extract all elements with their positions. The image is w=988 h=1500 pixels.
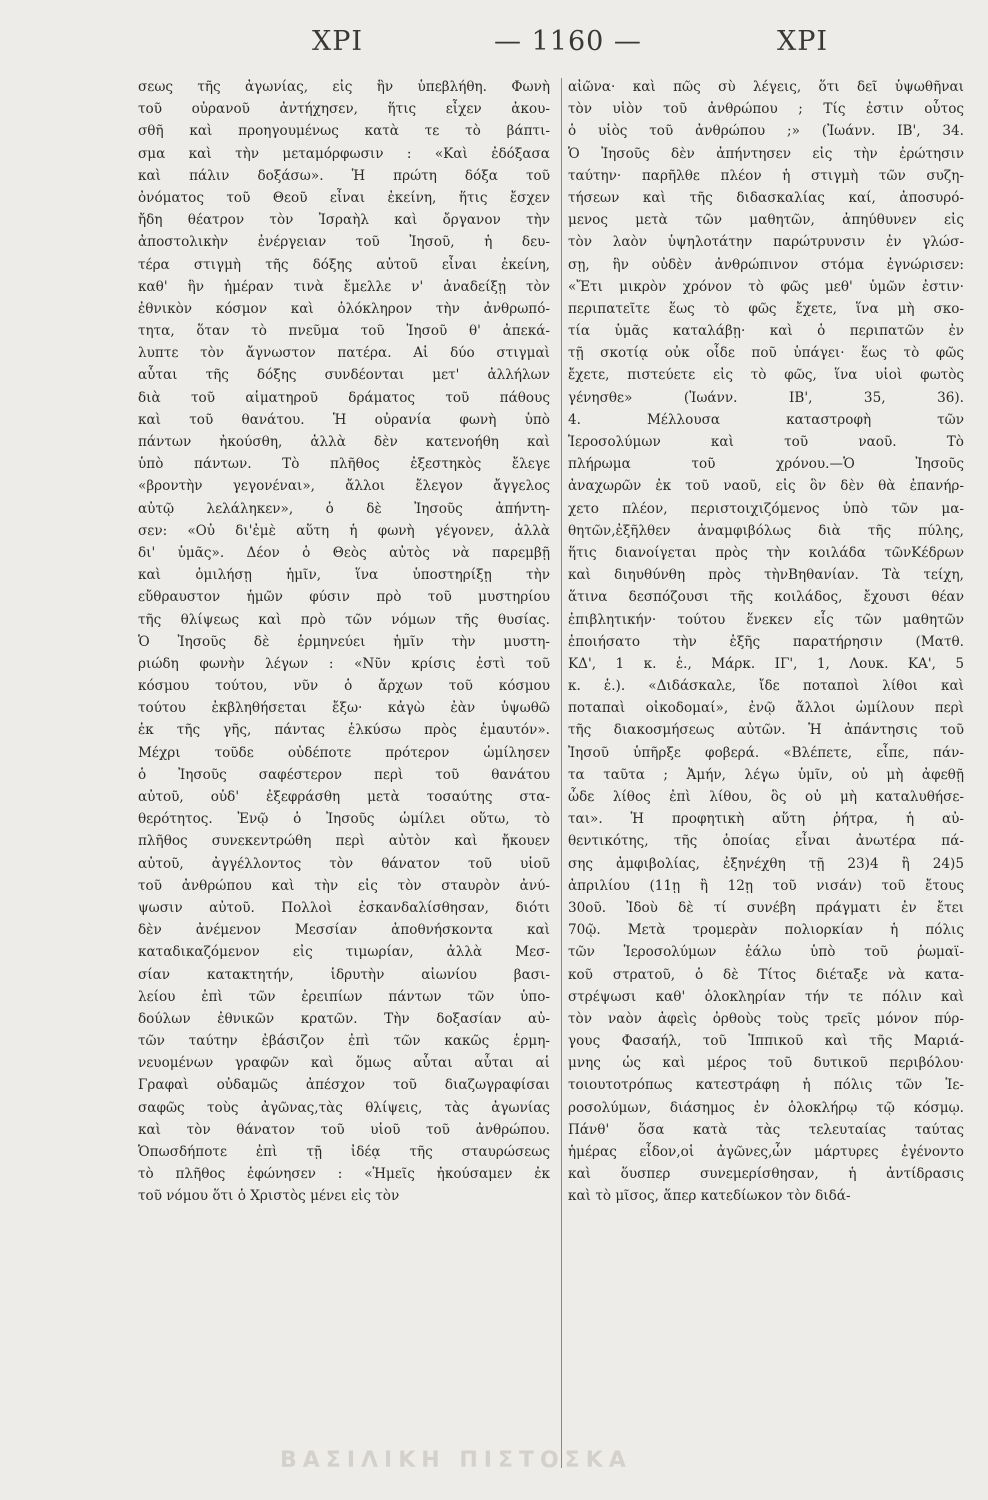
text-line: ΚΔ', 1 κ. ἑ., Μάρκ. ΙΓ', 1, Λουκ. ΚΑ', 5 bbox=[568, 655, 964, 672]
text-line: δι' ὑμᾶς». Δέον ὁ Θεὸς αὐτὸς νὰ παρεμβῇ bbox=[138, 544, 550, 561]
text-line: τῶν ταύτην ἐβάσιζον ἐπὶ τῶν κακῶς ἑρμη- bbox=[138, 1033, 550, 1050]
text-line: 30οῦ. Ἰδοὺ δὲ τί συνέβη πράγματι ἐν ἔτει bbox=[568, 899, 964, 916]
text-line: ται». Ἡ προφητικὴ αὕτη ῥήτρα, ἡ αὐ- bbox=[568, 811, 964, 828]
text-line: τὸν υἱὸν τοῦ ἀνθρώπου ; Τίς ἐστιν οὗτος bbox=[568, 101, 964, 118]
text-line: τα ταῦτα ; Ἀμήν, λέγω ὑμῖν, οὐ μὴ ἀφεθῇ bbox=[568, 766, 964, 783]
text-line: Ὁ Ἰησοῦς δὲ ἑρμηνεύει ἡμῖν τὴν μυστη- bbox=[138, 633, 550, 650]
text-line: Ὁπωσδήποτε ἐπὶ τῇ ἰδέᾳ τῆς σταυρώσεως bbox=[138, 1144, 550, 1160]
text-line: σης ἀμφιβολίας, ἐξηνέχθη τῇ 23)4 ἢ 24)5 bbox=[568, 855, 964, 872]
text-line: τία ὑμᾶς καταλάβῃ· καὶ ὁ περιπατῶν ἐν bbox=[568, 323, 964, 340]
text-line: σαφῶς τοὺς ἀγῶνας,τὰς θλίψεις, τὰς ἀγωνίας bbox=[138, 1099, 550, 1116]
text-line: καὶ ὁμιλήσῃ ἡμῖν, ἵνα ὑποστηρίξῃ τὴν bbox=[138, 567, 550, 584]
text-line: καὶ πάλιν δοξάσω». Ἡ πρώτη δόξα τοῦ bbox=[138, 167, 550, 184]
text-line: ἐποιήσατο τὴν ἑξῆς παρατήρησιν (Ματθ. bbox=[568, 633, 964, 650]
text-line: αὐτῷ λελάληκεν», ὁ δὲ Ἰησοῦς ἀπήντη- bbox=[138, 500, 550, 517]
text-line: ὧδε λίθος ἐπὶ λίθου, ὃς οὐ μὴ καταλυθήσε- bbox=[568, 789, 964, 805]
text-line: καταδικαζόμενον εἰς τιμωρίαν, ἀλλὰ Μεσ- bbox=[138, 944, 550, 961]
text-line: ἀποστολικὴν ἐνέργειαν τοῦ Ἰησοῦ, ἡ δευ- bbox=[138, 234, 550, 251]
text-line: σμα καὶ τὴν μεταμόρφωσιν : «Καὶ ἐδόξασα bbox=[138, 145, 550, 162]
header-right-keyword: ΧΡΙ bbox=[777, 26, 829, 57]
text-line: πλήρωμα τοῦ χρόνου.—Ὁ Ἰησοῦς bbox=[568, 456, 964, 473]
text-line: τοῦ νόμου ὅτι ὁ Χριστὸς μένει εἰς τὸν bbox=[138, 1188, 400, 1205]
text-line: Γραφαὶ οὐδαμῶς ἀπέσχον τοῦ διαζωγραφίσαι bbox=[138, 1077, 550, 1094]
text-line: στρέψωσι καθ' ὁλοκληρίαν τήν τε πόλιν καὶ bbox=[568, 988, 964, 1005]
text-line: θητῶν,ἐξῆλθεν ἀναμφιβόλως διὰ τῆς πύλης, bbox=[568, 522, 964, 539]
right-column bbox=[568, 76, 964, 1208]
text-line: τήσεων καὶ τῆς διδασκαλίας καί, ἀποσυρό- bbox=[568, 189, 964, 206]
text-line: καὶ διηυθύνθη πρὸς τὴνΒηθανίαν. Τὰ τείχη, bbox=[568, 567, 964, 584]
text-line: Ὁ Ἰησοῦς δὲν ἀπήντησεν εἰς τὴν ἐρώτησιν bbox=[568, 145, 964, 162]
text-line: σεν: «Οὐ δι'ἐμὲ αὕτη ἡ φωνὴ γέγονεν, ἀλλὰ bbox=[138, 522, 550, 539]
text-line: «Ἔτι μικρὸν χρόνον τὸ φῶς μεθ' ὑμῶν ἐστιν· bbox=[568, 278, 964, 295]
page-number: — 1160 — bbox=[494, 26, 642, 57]
text-line: κ. ἑ.). «Διδάσκαλε, ἴδε ποταποὶ λίθοι καὶ bbox=[568, 678, 964, 695]
text-line: λείου ἐπὶ τῶν ἐρειπίων πάντων τῶν ὑπο- bbox=[138, 988, 550, 1005]
text-line: θεντικότης, τῆς ὁποίας εἶναι ἀνωτέρα πά- bbox=[568, 833, 964, 850]
text-line: ἐπιβλητικήν· τούτου ἕνεκεν εἷς τῶν μαθητῶν bbox=[568, 611, 964, 628]
text-line: σθῆ καὶ προηγουμένως κατὰ τε τὸ βάπτι- bbox=[138, 123, 550, 140]
text-line: τῇ σκοτίᾳ οὐκ οἶδε ποῦ ὑπάγει· ἕως τὸ φῶς bbox=[568, 345, 964, 362]
text-line: ψωσιν αὐτοῦ. Πολλοὶ ἐσκανδαλίσθησαν, διότι bbox=[138, 899, 550, 916]
text-line: αὐτοῦ, ἀγγέλλοντος τὸν θάνατον τοῦ υἱοῦ bbox=[138, 855, 550, 872]
text-line: ριώδη φωνὴν λέγων : «Νῦν κρίσις ἐστὶ τοῦ bbox=[138, 655, 550, 672]
text-line: δὲν ἀνέμενον Μεσσίαν ἀποθνήσκοντα καὶ bbox=[138, 922, 550, 939]
text-line: Ἱεροσολύμων καὶ τοῦ ναοῦ. Τὸ bbox=[568, 434, 964, 450]
text-line: γους Φασαήλ, τοῦ Ἱππικοῦ καὶ τῆς Μαριά- bbox=[568, 1033, 964, 1050]
text-line: τὸν ναὸν ἀφεὶς ὀρθοὺς τοὺς τρεῖς μόνον πύρ- bbox=[568, 1010, 964, 1027]
text-line: μνης ὡς καὶ μέρος τοῦ δυτικοῦ περιβόλου· bbox=[568, 1055, 964, 1072]
header-left-keyword: ΧΡΙ bbox=[312, 26, 364, 57]
text-line: πάντων ἠκούσθη, ἀλλὰ δὲν κατενοήθη καὶ bbox=[138, 434, 550, 450]
text-line: τούτου ἐκβληθήσεται ἔξω· κἀγὼ ἐὰν ὑψωθῶ bbox=[138, 700, 550, 717]
text-line: εὔθραυστον ἡμῶν φύσιν πρὸ τοῦ μυστηρίου bbox=[138, 589, 550, 606]
text-line: ὀνόματος τοῦ Θεοῦ εἶναι ἐκείνη, ἥτις ἔσχεν bbox=[138, 189, 550, 206]
text-line: καὶ ὅυσπερ συνεμερίσθησαν, ἡ ἀντίδρασις bbox=[568, 1166, 964, 1183]
column-divider bbox=[561, 78, 562, 1468]
text-line: νευομένων γραφῶν καὶ ὅμως αὗται αὗται αἱ bbox=[138, 1055, 550, 1072]
text-line: τοῦ οὐρανοῦ ἀντήχησεν, ἥτις εἶχεν ἀκου- bbox=[138, 101, 550, 118]
text-line: τοιουτοτρόπως κατεστράφη ἡ πόλις τῶν Ἱε- bbox=[568, 1077, 964, 1094]
text-line: τέρα στιγμὴ τῆς δόξης αὐτοῦ εἶναι ἐκείνη, bbox=[138, 256, 550, 273]
text-line: καὶ τὸ μῖσος, ἅπερ κατεδίωκον τὸν διδά- bbox=[568, 1188, 851, 1205]
text-line: ἡμέρας εἶδον,οἱ ἀγῶνες,ὧν μάρτυρες ἐγένοντο bbox=[568, 1144, 964, 1160]
text-line: ροσολύμων, διάσημος ἐν ὁλοκλήρῳ τῷ κόσμῳ. bbox=[568, 1099, 964, 1116]
text-line: τὸ πλῆθος ἐφώνησεν : «Ἡμεῖς ἠκούσαμεν ἐκ bbox=[138, 1166, 550, 1183]
running-header bbox=[0, 26, 988, 66]
text-line: πλῆθος συνεκεντρώθη περὶ αὐτὸν καὶ ἤκουεν bbox=[138, 833, 550, 850]
text-line: ἐκ τῆς γῆς, πάντας ἑλκύσω πρὸς ἐμαυτόν». bbox=[138, 722, 550, 739]
text-line: τῶν Ἱεροσολύμων ἑάλω ὑπὸ τοῦ ῥωμαϊ- bbox=[568, 944, 964, 961]
text-line: τὸν λαὸν ὑψηλοτάτην παρώτρυνσιν ἐν γλώσ- bbox=[568, 234, 964, 251]
text-line: μενος μετὰ τῶν μαθητῶν, ἀπηύθυνεν εἰς bbox=[568, 212, 964, 229]
text-line: κοῦ στρατοῦ, ὁ δὲ Τίτος διέταξε νὰ κατα- bbox=[568, 966, 964, 983]
text-line: τοῦ ἀνθρώπου καὶ τὴν εἰς τὸν σταυρὸν ἀνύ- bbox=[138, 877, 550, 894]
text-line: ἥτις διανοίγεται πρὸς τὴν κοιλάδα τῶνΚέδρων bbox=[568, 544, 964, 561]
text-line: σεως τῆς ἀγωνίας, εἰς ἣν ὑπεβλήθη. Φωνὴ bbox=[138, 79, 550, 95]
text-line: ταύτην· παρῆλθε πλέον ἡ στιγμὴ τῶν συζη- bbox=[568, 167, 964, 184]
text-line: λυπτε τὸν ἄγνωστον πατέρα. Αἱ δύο στιγμαὶ bbox=[138, 345, 550, 362]
left-column bbox=[138, 76, 550, 1208]
text-line: ἅτινα δεσπόζουσι τῆς κοιλάδος, ἔχουσι θέαν bbox=[568, 589, 964, 606]
text-line: αὐτοῦ, οὐδ' ἐξεφράσθη μετὰ τοσαύτης στα- bbox=[138, 789, 550, 805]
text-line: περιπατεῖτε ἕως τὸ φῶς ἔχετε, ἵνα μὴ σκο- bbox=[568, 300, 964, 317]
text-line: ἔχετε, πιστεύετε εἰς τὸ φῶς, ἵνα υἱοὶ φωτὸς bbox=[568, 367, 964, 384]
text-line: ἤδη θέατρον τὸν Ἰσραὴλ καὶ ὄργανον τὴν bbox=[138, 212, 550, 229]
text-line: τῆς διακοσμήσεως αὐτῶν. Ἡ ἀπάντησις τοῦ bbox=[568, 722, 964, 739]
text-line: σῃ, ἣν οὐδὲν ἀνθρώπινον στόμα ἐγνώρισεν: bbox=[568, 256, 964, 273]
text-line: αἰῶνα· καὶ πῶς σὺ λέγεις, ὅτι δεῖ ὑψωθῆναι bbox=[568, 79, 964, 95]
text-line: θερότητος. Ἐνῷ ὁ Ἰησοῦς ὡμίλει οὕτω, τὸ bbox=[138, 811, 550, 828]
text-line: καὶ τὸν θάνατον τοῦ υἱοῦ τοῦ ἀνθρώπου. bbox=[138, 1121, 550, 1138]
text-line: χετο πλέον, περιστοιχιζόμενος ὑπὸ τῶν μα- bbox=[568, 500, 964, 517]
text-line: σίαν κατακτητήν, ἱδρυτὴν αἰωνίου βασι- bbox=[138, 966, 550, 983]
text-line: Μέχρι τοῦδε οὐδέποτε πρότερον ὡμίλησεν bbox=[138, 744, 550, 761]
text-line: Πάνθ' ὅσα κατὰ τὰς τελευταίας ταύτας bbox=[568, 1121, 964, 1138]
text-line: διὰ τοῦ αἱματηροῦ δράματος τοῦ πάθους bbox=[138, 389, 550, 406]
text-line: ἐθνικὸν κόσμον καὶ ὁλόκληρον τὴν ἀνθρωπό- bbox=[138, 300, 550, 317]
text-line: τῆς θλίψεως καὶ πρὸ τῶν νόμων τῆς θυσίας. bbox=[138, 611, 550, 628]
text-line: ὑπὸ πάντων. Τὸ πλῆθος ἐξεστηκὸς ἔλεγε bbox=[138, 456, 550, 473]
text-line: ὁ Ἰησοῦς σαφέστερον περὶ τοῦ θανάτου bbox=[138, 766, 550, 783]
text-line: ὁ υἱὸς τοῦ ἀνθρώπου ;» (Ἰωάνν. ΙΒ', 34. bbox=[568, 123, 964, 140]
text-line: 4. Μέλλουσα καταστροφὴ τῶν bbox=[568, 411, 964, 428]
text-line: ποταπαὶ οἰκοδομαί», ἐνῷ ἄλλοι ὡμίλουν περὶ bbox=[568, 700, 964, 717]
library-watermark: ΒΑΣΙΛΙΚΗ ΠΙΣΤΟΣΚΑ bbox=[280, 1448, 632, 1473]
text-line: τητα, ὅταν τὸ πνεῦμα τοῦ Ἰησοῦ θ' ἀπεκά- bbox=[138, 323, 550, 340]
text-line: Ἰησοῦ ὑπῆρξε φοβερά. «Βλέπετε, εἶπε, πάν- bbox=[568, 744, 964, 761]
text-line: δούλων ἐθνικῶν κρατῶν. Τὴν δοξασίαν αὐ- bbox=[138, 1010, 550, 1027]
text-line: κόσμου τούτου, νῦν ὁ ἄρχων τοῦ κόσμου bbox=[138, 678, 550, 695]
text-line: «βροντὴν γεγονέναι», ἄλλοι ἔλεγον ἄγγελος bbox=[138, 478, 550, 495]
text-line: γένησθε» (Ἰωάνν. ΙΒ', 35, 36). bbox=[568, 389, 964, 406]
text-line: καθ' ἣν ἡμέραν τινὰ ἔμελλε ν' ἀναδείξῃ τὸν bbox=[138, 278, 550, 295]
text-line: ἀπριλίου (11ῃ ἢ 12ῃ τοῦ νισάν) τοῦ ἔτους bbox=[568, 877, 964, 894]
text-line: αὗται τῆς δόξης συνδέονται μετ' ἀλλήλων bbox=[138, 367, 550, 384]
text-line: ἀναχωρῶν ἐκ τοῦ ναοῦ, εἰς ὃν δὲν θὰ ἐπανήρ- bbox=[568, 478, 964, 495]
text-line: 70ῷ. Μετὰ τρομερὰν πολιορκίαν ἡ πόλις bbox=[568, 922, 964, 939]
text-line: καὶ τοῦ θανάτου. Ἡ οὐρανία φωνὴ ὑπὸ bbox=[138, 411, 550, 428]
